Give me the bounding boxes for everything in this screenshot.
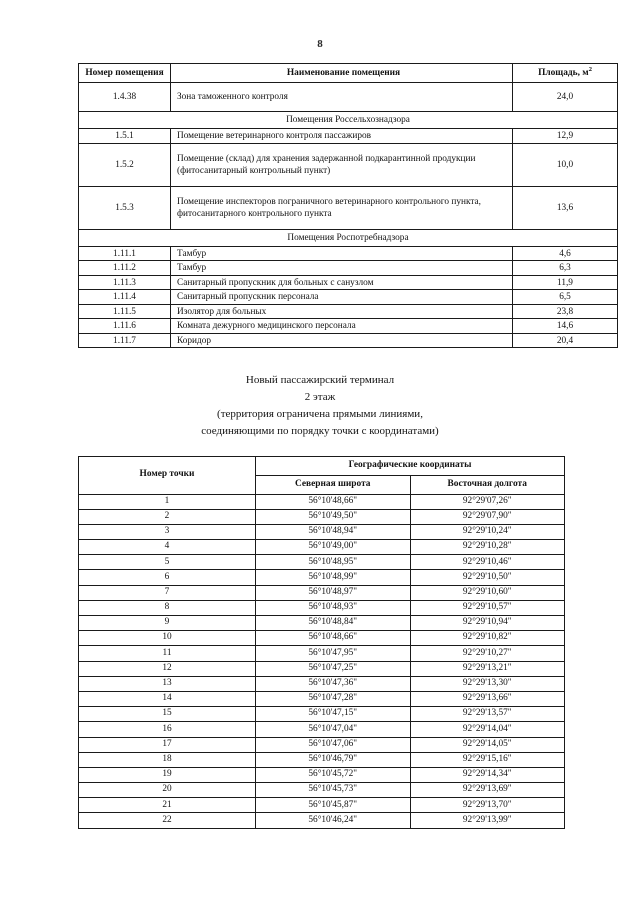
coords-table-row: [79, 676, 565, 691]
cell-latitude: 56°10'47,04": [256, 722, 411, 737]
cell-room-name: Помещение (склад) для хранения задержанной подкарантинной продукции (фитосанитарный контрольный пункт): [171, 143, 513, 186]
header-room-area-text: Площадь, м: [538, 68, 589, 78]
coords-table-row: [79, 524, 565, 539]
cell-room-area: 20,4: [513, 333, 618, 348]
cell-room-number: 1.11.5: [79, 304, 171, 319]
rooms-section-label: Помещения Роспотребнадзора: [79, 229, 618, 246]
rooms-table-row: [79, 246, 618, 261]
title-line: Новый пассажирский терминал: [245, 374, 395, 386]
cell-point-number: 15: [79, 707, 256, 722]
cell-latitude: 56°10'49,00": [256, 540, 411, 555]
header-room-number: Номер помещения: [79, 64, 171, 83]
cell-point-number: 18: [79, 752, 256, 767]
cell-room-name: Тамбур: [171, 261, 513, 276]
cell-room-number: 1.5.1: [79, 129, 171, 144]
cell-room-area: 6,5: [513, 290, 618, 305]
header-north-latitude: Северная широта: [256, 475, 411, 494]
cell-point-number: 13: [79, 676, 256, 691]
coords-table-head: [79, 457, 565, 495]
cell-room-name: Санитарный пропускник персонала: [171, 290, 513, 305]
cell-longitude: 92°29'10,24": [410, 524, 565, 539]
coords-table-row: [79, 509, 565, 524]
cell-point-number: 3: [79, 524, 256, 539]
cell-latitude: 56°10'49,50": [256, 509, 411, 524]
coords-table-row: [79, 783, 565, 798]
cell-room-area: 23,8: [513, 304, 618, 319]
cell-longitude: 92°29'10,82": [410, 631, 565, 646]
cell-latitude: 56°10'48,93": [256, 600, 411, 615]
cell-latitude: 56°10'45,72": [256, 767, 411, 782]
cell-latitude: 56°10'47,36": [256, 676, 411, 691]
cell-room-name: Санитарный пропускник для больных с санузлом: [171, 275, 513, 290]
cell-longitude: 92°29'10,50": [410, 570, 565, 585]
cell-longitude: 92°29'13,69": [410, 783, 565, 798]
cell-latitude: 56°10'46,24": [256, 813, 411, 828]
coords-table-row: [79, 691, 565, 706]
coords-table-row: [79, 646, 565, 661]
cell-longitude: 92°29'10,27": [410, 646, 565, 661]
cell-point-number: 7: [79, 585, 256, 600]
coords-table-row: [79, 555, 565, 570]
cell-longitude: 92°29'13,99": [410, 813, 565, 828]
cell-room-number: 1.11.4: [79, 290, 171, 305]
cell-longitude: 92°29'10,46": [410, 555, 565, 570]
rooms-table-row: [79, 319, 618, 334]
rooms-section-row: [79, 229, 618, 246]
coords-table-row: [79, 600, 565, 615]
header-east-longitude: Восточная долгота: [410, 475, 565, 494]
coords-table-row: [79, 661, 565, 676]
cell-latitude: 56°10'48,95": [256, 555, 411, 570]
cell-room-number: 1.11.3: [79, 275, 171, 290]
cell-point-number: 1: [79, 494, 256, 509]
rooms-table-row: [79, 143, 618, 186]
header-room-area: [513, 64, 618, 83]
cell-latitude: 56°10'48,99": [256, 570, 411, 585]
title-line: (территория ограничена прямыми линиями,: [217, 408, 423, 421]
cell-room-number: 1.11.7: [79, 333, 171, 348]
coords-table-row: [79, 585, 565, 600]
page-number: 8: [317, 38, 323, 50]
cell-longitude: 92°29'14,05": [410, 737, 565, 752]
cell-room-number: 1.5.3: [79, 186, 171, 229]
cell-room-area: 4,6: [513, 246, 618, 261]
cell-point-number: 19: [79, 767, 256, 782]
cell-room-area: 10,0: [513, 143, 618, 186]
cell-longitude: 92°29'13,21": [410, 661, 565, 676]
header-geographic-coordinates: Географические координаты: [256, 457, 565, 476]
rooms-table-row: [79, 129, 618, 144]
cell-longitude: 92°29'13,70": [410, 798, 565, 813]
cell-room-name: Помещение ветеринарного контроля пассажиров: [171, 129, 513, 144]
cell-point-number: 5: [79, 555, 256, 570]
cell-longitude: 92°29'15,16": [410, 752, 565, 767]
cell-latitude: 56°10'48,66": [256, 494, 411, 509]
header-room-name: Наименование помещения: [171, 64, 513, 83]
rooms-table-head: [79, 64, 618, 83]
coords-table-row: [79, 540, 565, 555]
coords-table-row: [79, 631, 565, 646]
cell-latitude: 56°10'47,95": [256, 646, 411, 661]
coords-table-row: [79, 722, 565, 737]
cell-latitude: 56°10'48,66": [256, 631, 411, 646]
coords-table-row: [79, 616, 565, 631]
cell-room-area: 6,3: [513, 261, 618, 276]
cell-latitude: 56°10'47,28": [256, 691, 411, 706]
rooms-table-row: [79, 261, 618, 276]
cell-point-number: 22: [79, 813, 256, 828]
cell-longitude: 92°29'10,28": [410, 540, 565, 555]
rooms-table-row: [79, 186, 618, 229]
cell-longitude: 92°29'10,94": [410, 616, 565, 631]
cell-longitude: 92°29'13,57": [410, 707, 565, 722]
cell-latitude: 56°10'45,87": [256, 798, 411, 813]
title-line: соединяющими по порядку точки с координатами): [201, 425, 439, 438]
cell-latitude: 56°10'47,06": [256, 737, 411, 752]
rooms-table-row: [79, 290, 618, 305]
coords-header-row-1: [79, 457, 565, 476]
coords-table-row: [79, 752, 565, 767]
rooms-table-container: [78, 63, 598, 348]
cell-latitude: 56°10'46,79": [256, 752, 411, 767]
cell-point-number: 4: [79, 540, 256, 555]
rooms-table-row: [79, 304, 618, 319]
cell-latitude: 56°10'45,73": [256, 783, 411, 798]
cell-room-area: 14,6: [513, 319, 618, 334]
cell-point-number: 17: [79, 737, 256, 752]
cell-room-area: 11,9: [513, 275, 618, 290]
cell-room-number: 1.11.1: [79, 246, 171, 261]
cell-room-name: Зона таможенного контроля: [171, 83, 513, 112]
title-line: 2 этаж: [304, 391, 336, 404]
cell-room-name: Коридор: [171, 333, 513, 348]
cell-room-number: 1.4.38: [79, 83, 171, 112]
coordinates-table: [78, 456, 565, 829]
cell-room-name: Изолятор для больных: [171, 304, 513, 319]
cell-longitude: 92°29'07,90": [410, 509, 565, 524]
cell-longitude: 92°29'13,30": [410, 676, 565, 691]
rooms-table-row: [79, 83, 618, 112]
cell-point-number: 8: [79, 600, 256, 615]
cell-point-number: 2: [79, 509, 256, 524]
cell-room-number: 1.11.6: [79, 319, 171, 334]
cell-latitude: 56°10'47,15": [256, 707, 411, 722]
rooms-table-row: [79, 275, 618, 290]
cell-room-area: 13,6: [513, 186, 618, 229]
cell-room-name: Тамбур: [171, 246, 513, 261]
coords-table-container: [78, 456, 565, 829]
cell-point-number: 21: [79, 798, 256, 813]
cell-point-number: 6: [79, 570, 256, 585]
coords-table-row: [79, 494, 565, 509]
cell-longitude: 92°29'07,26": [410, 494, 565, 509]
cell-room-name: Помещение инспекторов пограничного ветеринарного контрольного пункта, фитосанитарного контрольного пункта: [171, 186, 513, 229]
cell-latitude: 56°10'48,94": [256, 524, 411, 539]
rooms-table: [78, 63, 618, 348]
coords-table-row: [79, 707, 565, 722]
cell-room-number: 1.11.2: [79, 261, 171, 276]
coords-table-body: [79, 494, 565, 828]
cell-point-number: 9: [79, 616, 256, 631]
cell-latitude: 56°10'48,84": [256, 616, 411, 631]
cell-point-number: 16: [79, 722, 256, 737]
rooms-section-row: [79, 112, 618, 129]
coords-table-row: [79, 737, 565, 752]
cell-longitude: 92°29'13,66": [410, 691, 565, 706]
cell-latitude: 56°10'48,97": [256, 585, 411, 600]
cell-longitude: 92°29'14,04": [410, 722, 565, 737]
header-room-area-superscript: 2: [588, 65, 592, 73]
rooms-table-row: [79, 333, 618, 348]
cell-latitude: 56°10'47,25": [256, 661, 411, 676]
terminal-title-block: [0, 372, 640, 440]
coords-table-row: [79, 798, 565, 813]
cell-longitude: 92°29'10,57": [410, 600, 565, 615]
coords-table-row: [79, 767, 565, 782]
rooms-table-body: [79, 83, 618, 348]
cell-point-number: 12: [79, 661, 256, 676]
cell-room-area: 24,0: [513, 83, 618, 112]
cell-longitude: 92°29'10,60": [410, 585, 565, 600]
cell-point-number: 14: [79, 691, 256, 706]
cell-point-number: 11: [79, 646, 256, 661]
header-point-number: Номер точки: [79, 457, 256, 495]
cell-longitude: 92°29'14,34": [410, 767, 565, 782]
coords-table-row: [79, 813, 565, 828]
coords-table-row: [79, 570, 565, 585]
rooms-section-label: Помещения Россельхознадзора: [79, 112, 618, 129]
cell-room-number: 1.5.2: [79, 143, 171, 186]
cell-room-area: 12,9: [513, 129, 618, 144]
cell-point-number: 10: [79, 631, 256, 646]
rooms-table-header-row: [79, 64, 618, 83]
cell-point-number: 20: [79, 783, 256, 798]
cell-room-name: Комната дежурного медицинского персонала: [171, 319, 513, 334]
